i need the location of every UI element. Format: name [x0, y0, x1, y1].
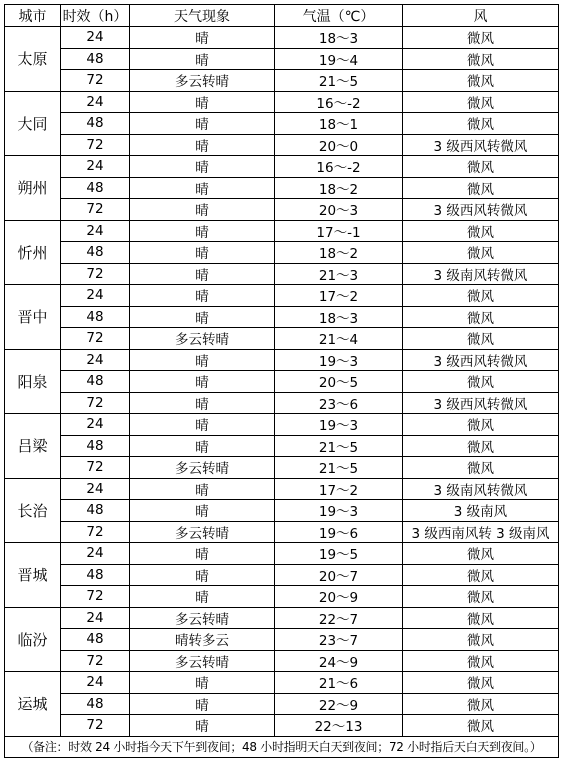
table-row	[5, 328, 559, 350]
hours-cell: 72	[61, 650, 130, 672]
hours-cell: 48	[61, 48, 130, 70]
temperature-cell: 18～1	[275, 113, 403, 135]
weather-cell: 晴	[130, 306, 275, 328]
wind-cell: 微风	[403, 586, 559, 608]
wind-cell: 3 级南风	[403, 500, 559, 522]
wind-cell: 微风	[403, 672, 559, 694]
table-row	[5, 586, 559, 608]
note-row	[5, 736, 559, 757]
table-row	[5, 478, 559, 500]
table-row	[5, 564, 559, 586]
temperature-cell: 17～2	[275, 285, 403, 307]
temperature-cell: 21～4	[275, 328, 403, 350]
table-row	[5, 650, 559, 672]
weather-cell: 晴	[130, 285, 275, 307]
temperature-cell: 21～3	[275, 263, 403, 285]
hours-cell: 24	[61, 27, 130, 49]
table-row	[5, 543, 559, 565]
table-row	[5, 435, 559, 457]
city-name: 大同	[5, 91, 61, 156]
header-row	[5, 5, 559, 27]
hours-cell: 24	[61, 285, 130, 307]
hours-cell: 72	[61, 715, 130, 737]
table-row	[5, 629, 559, 651]
temperature-cell: 22～13	[275, 715, 403, 737]
note-text: （备注：时效 24 小时指今天下午到夜间；48 小时指明天白天到夜间；72 小时指后天白天到夜间。）	[5, 736, 559, 757]
wind-cell: 微风	[403, 650, 559, 672]
hours-cell: 48	[61, 371, 130, 393]
hours-cell: 72	[61, 328, 130, 350]
hours-cell: 48	[61, 629, 130, 651]
weather-cell: 晴	[130, 177, 275, 199]
temperature-cell: 23～6	[275, 392, 403, 414]
temperature-cell: 17～2	[275, 478, 403, 500]
temperature-cell: 20～9	[275, 586, 403, 608]
hours-cell: 72	[61, 134, 130, 156]
forecast-table	[4, 4, 559, 758]
hours-cell: 72	[61, 392, 130, 414]
wind-cell: 3 级西风转微风	[403, 392, 559, 414]
weather-cell: 多云转晴	[130, 457, 275, 479]
hours-cell: 24	[61, 156, 130, 178]
temperature-cell: 20～3	[275, 199, 403, 221]
weather-cell: 晴	[130, 91, 275, 113]
temperature-cell: 17～-1	[275, 220, 403, 242]
wind-cell: 微风	[403, 91, 559, 113]
table-row	[5, 70, 559, 92]
hours-cell: 72	[61, 457, 130, 479]
temperature-cell: 22～7	[275, 607, 403, 629]
table-row	[5, 263, 559, 285]
hours-cell: 24	[61, 607, 130, 629]
hours-cell: 48	[61, 242, 130, 264]
table-row	[5, 457, 559, 479]
temperature-cell: 19～4	[275, 48, 403, 70]
city-name: 吕梁	[5, 414, 61, 479]
weather-cell: 晴	[130, 371, 275, 393]
temperature-cell: 19～3	[275, 414, 403, 436]
table-row	[5, 306, 559, 328]
weather-cell: 晴	[130, 48, 275, 70]
wind-cell: 微风	[403, 156, 559, 178]
weather-cell: 多云转晴	[130, 328, 275, 350]
temperature-cell: 19～3	[275, 500, 403, 522]
temperature-cell: 21～5	[275, 435, 403, 457]
city-name: 运城	[5, 672, 61, 737]
weather-cell: 多云转晴	[130, 607, 275, 629]
wind-cell: 微风	[403, 371, 559, 393]
weather-cell: 晴	[130, 392, 275, 414]
wind-cell: 微风	[403, 242, 559, 264]
table-row	[5, 715, 559, 737]
weather-cell: 晴	[130, 199, 275, 221]
wind-cell: 3 级西南风转 3 级南风	[403, 521, 559, 543]
weather-cell: 晴转多云	[130, 629, 275, 651]
city-name: 忻州	[5, 220, 61, 285]
header-temperature: 气温（℃）	[275, 5, 403, 27]
temperature-cell: 18～3	[275, 27, 403, 49]
hours-cell: 48	[61, 435, 130, 457]
wind-cell: 3 级西风转微风	[403, 199, 559, 221]
weather-cell: 晴	[130, 500, 275, 522]
temperature-cell: 21～5	[275, 457, 403, 479]
temperature-cell: 20～0	[275, 134, 403, 156]
wind-cell: 微风	[403, 414, 559, 436]
wind-cell: 3 级西风转微风	[403, 349, 559, 371]
temperature-cell: 18～3	[275, 306, 403, 328]
weather-cell: 晴	[130, 263, 275, 285]
weather-cell: 晴	[130, 220, 275, 242]
temperature-cell: 18～2	[275, 242, 403, 264]
city-name: 晋城	[5, 543, 61, 608]
wind-cell: 微风	[403, 48, 559, 70]
hours-cell: 48	[61, 500, 130, 522]
table-row	[5, 113, 559, 135]
city-name: 长治	[5, 478, 61, 543]
hours-cell: 24	[61, 478, 130, 500]
hours-cell: 24	[61, 672, 130, 694]
weather-cell: 晴	[130, 414, 275, 436]
weather-cell: 晴	[130, 134, 275, 156]
hours-cell: 24	[61, 414, 130, 436]
wind-cell: 微风	[403, 564, 559, 586]
table-row	[5, 521, 559, 543]
header-wind: 风	[403, 5, 559, 27]
weather-cell: 晴	[130, 586, 275, 608]
wind-cell: 微风	[403, 113, 559, 135]
temperature-cell: 20～7	[275, 564, 403, 586]
wind-cell: 微风	[403, 629, 559, 651]
weather-cell: 晴	[130, 543, 275, 565]
wind-cell: 微风	[403, 220, 559, 242]
wind-cell: 微风	[403, 607, 559, 629]
hours-cell: 48	[61, 693, 130, 715]
temperature-cell: 19～3	[275, 349, 403, 371]
hours-cell: 48	[61, 564, 130, 586]
weather-cell: 多云转晴	[130, 650, 275, 672]
temperature-cell: 23～7	[275, 629, 403, 651]
table-row	[5, 134, 559, 156]
weather-cell: 多云转晴	[130, 521, 275, 543]
hours-cell: 24	[61, 220, 130, 242]
hours-cell: 24	[61, 543, 130, 565]
temperature-cell: 24～9	[275, 650, 403, 672]
temperature-cell: 18～2	[275, 177, 403, 199]
weather-cell: 晴	[130, 113, 275, 135]
temperature-cell: 16～-2	[275, 91, 403, 113]
table-row	[5, 27, 559, 49]
header-hours: 时效（h）	[61, 5, 130, 27]
table-row	[5, 672, 559, 694]
wind-cell: 3 级西风转微风	[403, 134, 559, 156]
city-name: 晋中	[5, 285, 61, 350]
hours-cell: 24	[61, 349, 130, 371]
hours-cell: 48	[61, 306, 130, 328]
table-row	[5, 414, 559, 436]
city-name: 朔州	[5, 156, 61, 221]
table-row	[5, 392, 559, 414]
city-name: 太原	[5, 27, 61, 92]
temperature-cell: 16～-2	[275, 156, 403, 178]
temperature-cell: 22～9	[275, 693, 403, 715]
temperature-cell: 21～6	[275, 672, 403, 694]
table-row	[5, 500, 559, 522]
table-row	[5, 349, 559, 371]
hours-cell: 48	[61, 113, 130, 135]
wind-cell: 微风	[403, 715, 559, 737]
wind-cell: 微风	[403, 285, 559, 307]
hours-cell: 72	[61, 70, 130, 92]
hours-cell: 48	[61, 177, 130, 199]
forecast-body	[5, 27, 559, 737]
weather-cell: 晴	[130, 349, 275, 371]
hours-cell: 72	[61, 263, 130, 285]
weather-cell: 晴	[130, 242, 275, 264]
table-row	[5, 199, 559, 221]
table-row	[5, 693, 559, 715]
hours-cell: 72	[61, 199, 130, 221]
temperature-cell: 19～5	[275, 543, 403, 565]
table-row	[5, 48, 559, 70]
temperature-cell: 19～6	[275, 521, 403, 543]
hours-cell: 72	[61, 586, 130, 608]
wind-cell: 3 级南风转微风	[403, 263, 559, 285]
wind-cell: 微风	[403, 27, 559, 49]
weather-cell: 晴	[130, 156, 275, 178]
hours-cell: 24	[61, 91, 130, 113]
city-name: 临汾	[5, 607, 61, 672]
wind-cell: 微风	[403, 177, 559, 199]
weather-cell: 晴	[130, 27, 275, 49]
table-row	[5, 607, 559, 629]
table-row	[5, 177, 559, 199]
table-row	[5, 371, 559, 393]
table-row	[5, 156, 559, 178]
wind-cell: 微风	[403, 457, 559, 479]
header-weather: 天气现象	[130, 5, 275, 27]
temperature-cell: 20～5	[275, 371, 403, 393]
wind-cell: 微风	[403, 543, 559, 565]
weather-cell: 晴	[130, 478, 275, 500]
wind-cell: 微风	[403, 70, 559, 92]
table-row	[5, 285, 559, 307]
hours-cell: 72	[61, 521, 130, 543]
wind-cell: 微风	[403, 693, 559, 715]
weather-cell: 晴	[130, 564, 275, 586]
weather-cell: 晴	[130, 435, 275, 457]
weather-cell: 晴	[130, 693, 275, 715]
temperature-cell: 21～5	[275, 70, 403, 92]
city-name: 阳泉	[5, 349, 61, 414]
wind-cell: 微风	[403, 328, 559, 350]
table-row	[5, 220, 559, 242]
header-city: 城市	[5, 5, 61, 27]
table-row	[5, 242, 559, 264]
table-row	[5, 91, 559, 113]
wind-cell: 微风	[403, 306, 559, 328]
weather-cell: 多云转晴	[130, 70, 275, 92]
weather-cell: 晴	[130, 672, 275, 694]
wind-cell: 微风	[403, 435, 559, 457]
weather-cell: 晴	[130, 715, 275, 737]
wind-cell: 3 级南风转微风	[403, 478, 559, 500]
